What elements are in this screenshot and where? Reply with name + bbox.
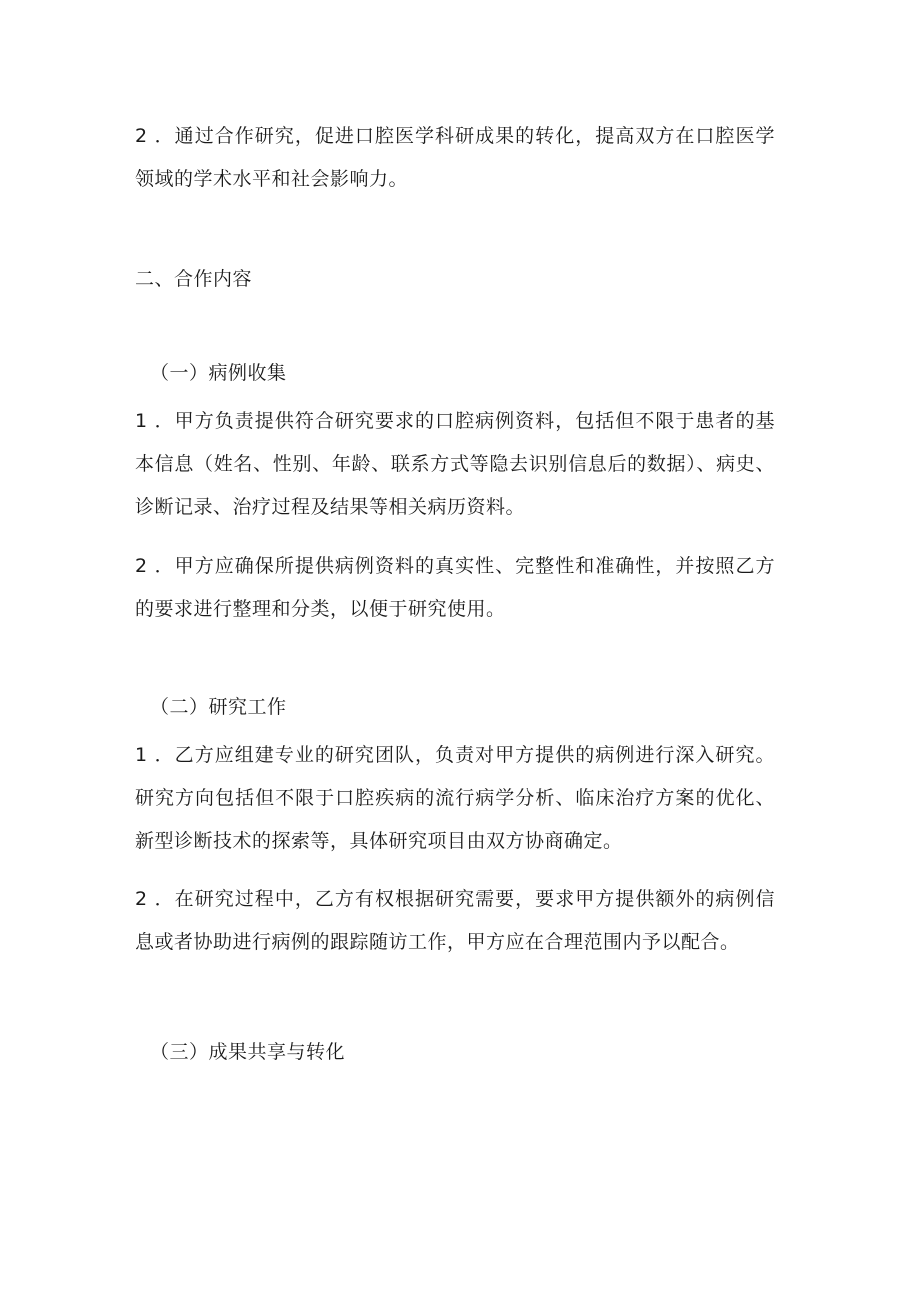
research-work-item-2: 2 ．在研究过程中，乙方有权根据研究需要，要求甲方提供额外的病例信息或者协助进行病例的跟踪随访工作，甲方应在合理范围内予以配合。 (135, 888, 775, 953)
subsection-heading-case-collection: （一）病例收集 (150, 362, 287, 384)
case-collection-item-1: 1 ．甲方负责提供符合研究要求的口腔病例资料，包括但不限于患者的基本信息（姓名、性别、年龄、联系方式等隐去识别信息后的数据）、病史、诊断记录、治疗过程及结果等相关病历资料。 (135, 410, 775, 518)
case-collection-item-2: 2 ．甲方应确保所提供病例资料的真实性、完整性和准确性，并按照乙方的要求进行整理和分类，以便于研究使用。 (135, 555, 775, 620)
subsection-heading-research-work: （二）研究工作 (150, 696, 287, 718)
goal-item-2: 2 ．通过合作研究，促进口腔医学科研成果的转化，提高双方在口腔医学领域的学术水平和社会影响力。 (135, 125, 775, 190)
subsection-heading-results-sharing: （三）成果共享与转化 (150, 1041, 346, 1063)
section-heading-cooperation-content: 二、合作内容 (135, 268, 253, 290)
research-work-item-1: 1 ．乙方应组建专业的研究团队，负责对甲方提供的病例进行深入研究。研究方向包括但不限于口腔疾病的流行病学分析、临床治疗方案的优化、新型诊断技术的探索等，具体研究项目由双方协商确定。 (135, 744, 775, 852)
